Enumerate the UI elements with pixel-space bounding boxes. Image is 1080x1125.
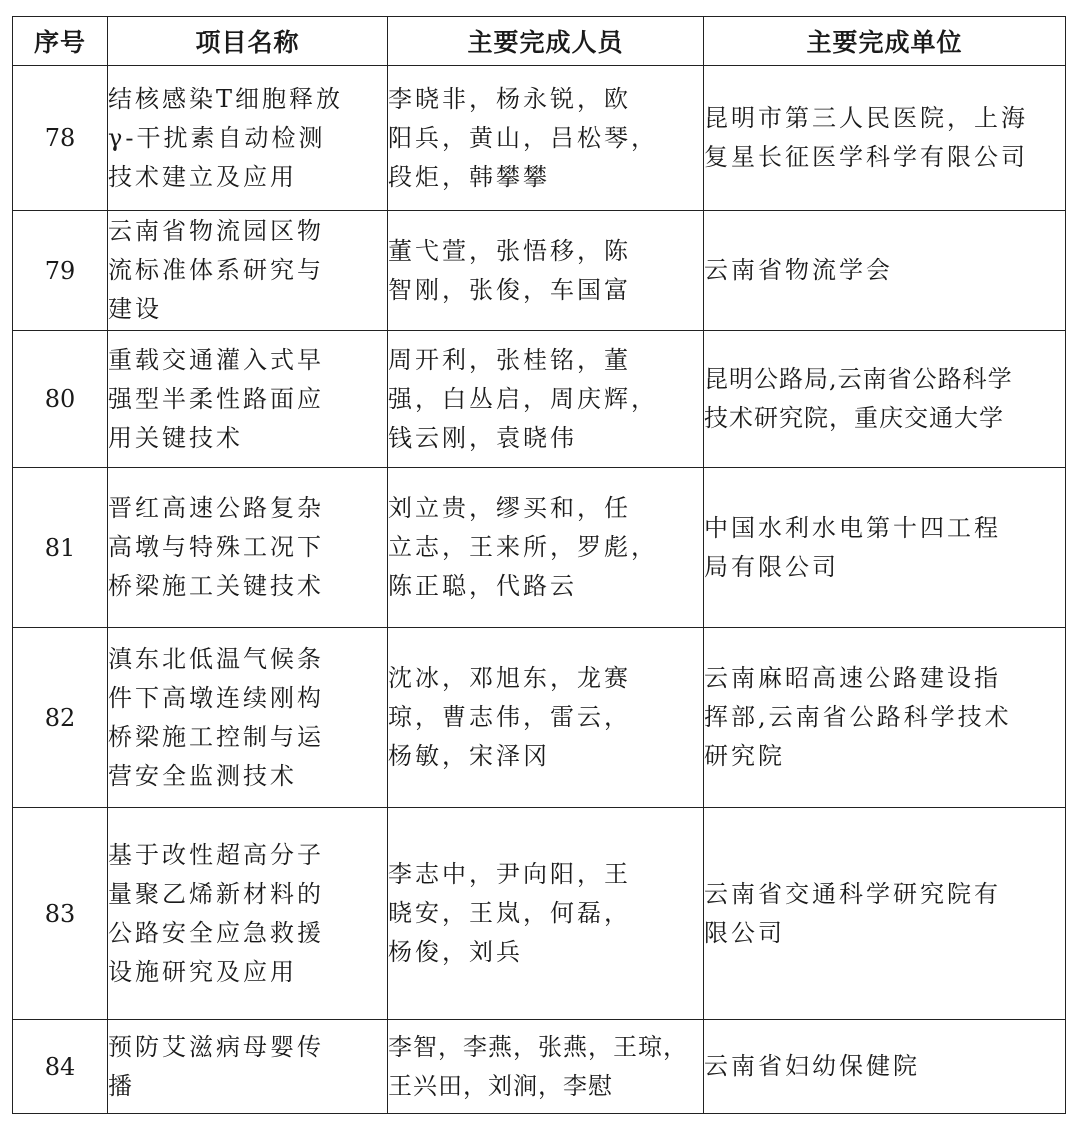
- project-name: [108, 66, 388, 211]
- text-line: 技术研究院，重庆交通大学: [704, 404, 1004, 432]
- table-row: [13, 808, 1066, 1020]
- serial-number: 78: [13, 66, 108, 211]
- text-line: 琼，曹志伟，雷云，: [388, 703, 631, 731]
- text-line: 昆明公路局,云南省公路科学: [704, 365, 1013, 393]
- main-unit: [704, 468, 1066, 628]
- text-line: 研究院: [704, 742, 785, 770]
- serial-number: 84: [13, 1020, 108, 1114]
- text-line: 董弋萱，张悟移，陈: [388, 236, 631, 265]
- text-line: 陈正聪，代路云: [388, 572, 577, 600]
- text-line: 刘立贵，缪买和，任: [388, 494, 631, 522]
- text-line: 设施研究及应用: [108, 957, 297, 986]
- project-name: [108, 468, 388, 628]
- main-unit: [704, 66, 1066, 211]
- text-line: 晓安，王岚，何磊，: [388, 899, 631, 927]
- text-line: 滇东北低温气候条: [108, 644, 324, 673]
- main-personnel: [388, 331, 704, 468]
- main-unit: [704, 808, 1066, 1020]
- serial-number: 80: [13, 331, 108, 468]
- project-name: [108, 628, 388, 808]
- text-line: 桥梁施工控制与运: [108, 722, 324, 751]
- table-row: [13, 628, 1066, 808]
- serial-number: 79: [13, 211, 108, 331]
- text-line: 云南省物流园区物: [108, 217, 324, 245]
- text-line: 钱云刚，袁晓伟: [388, 423, 577, 452]
- text-line: 智刚，张俊，车国富: [388, 275, 631, 304]
- text-line: 桥梁施工关键技术: [108, 572, 324, 600]
- main-personnel: [388, 211, 704, 331]
- text-line: 王兴田，刘涧，李慰: [388, 1071, 613, 1100]
- project-name: [108, 1020, 388, 1114]
- text-line: 流标准体系研究与: [108, 256, 324, 284]
- text-line: 播: [108, 1071, 135, 1100]
- text-line: 强型半柔性路面应: [108, 384, 324, 413]
- text-line: 件下高墩连续刚构: [108, 683, 324, 712]
- text-line: 建设: [108, 295, 162, 323]
- text-line: 高墩与特殊工况下: [108, 533, 324, 561]
- table-row: [13, 66, 1066, 211]
- text-line: 中国水利水电第十四工程: [704, 513, 1001, 542]
- text-line: 量聚乙烯新材料的: [108, 879, 324, 908]
- text-line: 杨敏，宋泽冈: [388, 742, 550, 770]
- text-line: 公路安全应急救援: [108, 918, 324, 947]
- text-line: 沈冰，邓旭东，龙赛: [388, 664, 631, 692]
- text-line: 局有限公司: [704, 552, 839, 581]
- text-line: 营安全监测技术: [108, 761, 297, 790]
- text-line: 云南省妇幼保健院: [704, 1052, 920, 1080]
- text-line: 重载交通灌入式早: [108, 345, 324, 374]
- header-main-unit: 主要完成单位: [704, 17, 1066, 66]
- text-line: 阳兵，黄山，吕松琴，: [388, 123, 658, 152]
- main-personnel: [388, 628, 704, 808]
- header-row: [13, 17, 1066, 66]
- text-line: 李智，李燕，张燕，王琼，: [388, 1032, 688, 1061]
- project-name: [108, 211, 388, 331]
- text-line: 复星长征医学科学有限公司: [704, 143, 1028, 171]
- text-line: 云南麻昭高速公路建设指: [704, 664, 1001, 692]
- text-line: 云南省物流学会: [704, 256, 893, 284]
- header-serial-number: 序号: [13, 17, 108, 66]
- main-personnel: [388, 808, 704, 1020]
- text-line: 结核感染T细胞释放: [108, 84, 344, 113]
- main-personnel: [388, 66, 704, 211]
- text-line: 基于改性超高分子: [108, 840, 324, 869]
- text-line: 李志中，尹向阳，王: [388, 860, 631, 888]
- main-personnel: [388, 468, 704, 628]
- text-line: 用关键技术: [108, 423, 243, 452]
- text-line: 昆明市第三人民医院，上海: [704, 104, 1028, 132]
- header-main-personnel: 主要完成人员: [388, 17, 704, 66]
- main-unit: [704, 331, 1066, 468]
- text-line: 预防艾滋病母婴传: [108, 1032, 324, 1061]
- main-unit: [704, 1020, 1066, 1114]
- award-table: [12, 16, 1066, 1114]
- header-project-name: 项目名称: [108, 17, 388, 66]
- table-row: [13, 211, 1066, 331]
- main-unit: [704, 628, 1066, 808]
- text-line: 立志，王来所，罗彪，: [388, 533, 658, 561]
- text-line: 周开利，张桂铭，董: [388, 345, 631, 374]
- main-personnel: [388, 1020, 704, 1114]
- table-row: [13, 331, 1066, 468]
- serial-number: 81: [13, 468, 108, 628]
- serial-number: 82: [13, 628, 108, 808]
- text-line: 强，白丛启，周庆辉，: [388, 384, 658, 413]
- project-name: [108, 331, 388, 468]
- table-row: [13, 468, 1066, 628]
- project-name: [108, 808, 388, 1020]
- text-line: 挥部,云南省公路科学技术: [704, 703, 1012, 731]
- text-line: 晋红高速公路复杂: [108, 494, 324, 522]
- serial-number: 83: [13, 808, 108, 1020]
- text-line: 技术建立及应用: [108, 162, 297, 191]
- text-line: 李晓非，杨永锐，欧: [388, 84, 631, 113]
- main-unit: [704, 211, 1066, 331]
- text-line: 限公司: [704, 918, 785, 947]
- text-line: γ-干扰素自动检测: [108, 123, 326, 152]
- table-row: [13, 1020, 1066, 1114]
- text-line: 段炬，韩攀攀: [388, 162, 550, 191]
- text-line: 杨俊，刘兵: [388, 938, 523, 966]
- text-line: 云南省交通科学研究院有: [704, 879, 1001, 908]
